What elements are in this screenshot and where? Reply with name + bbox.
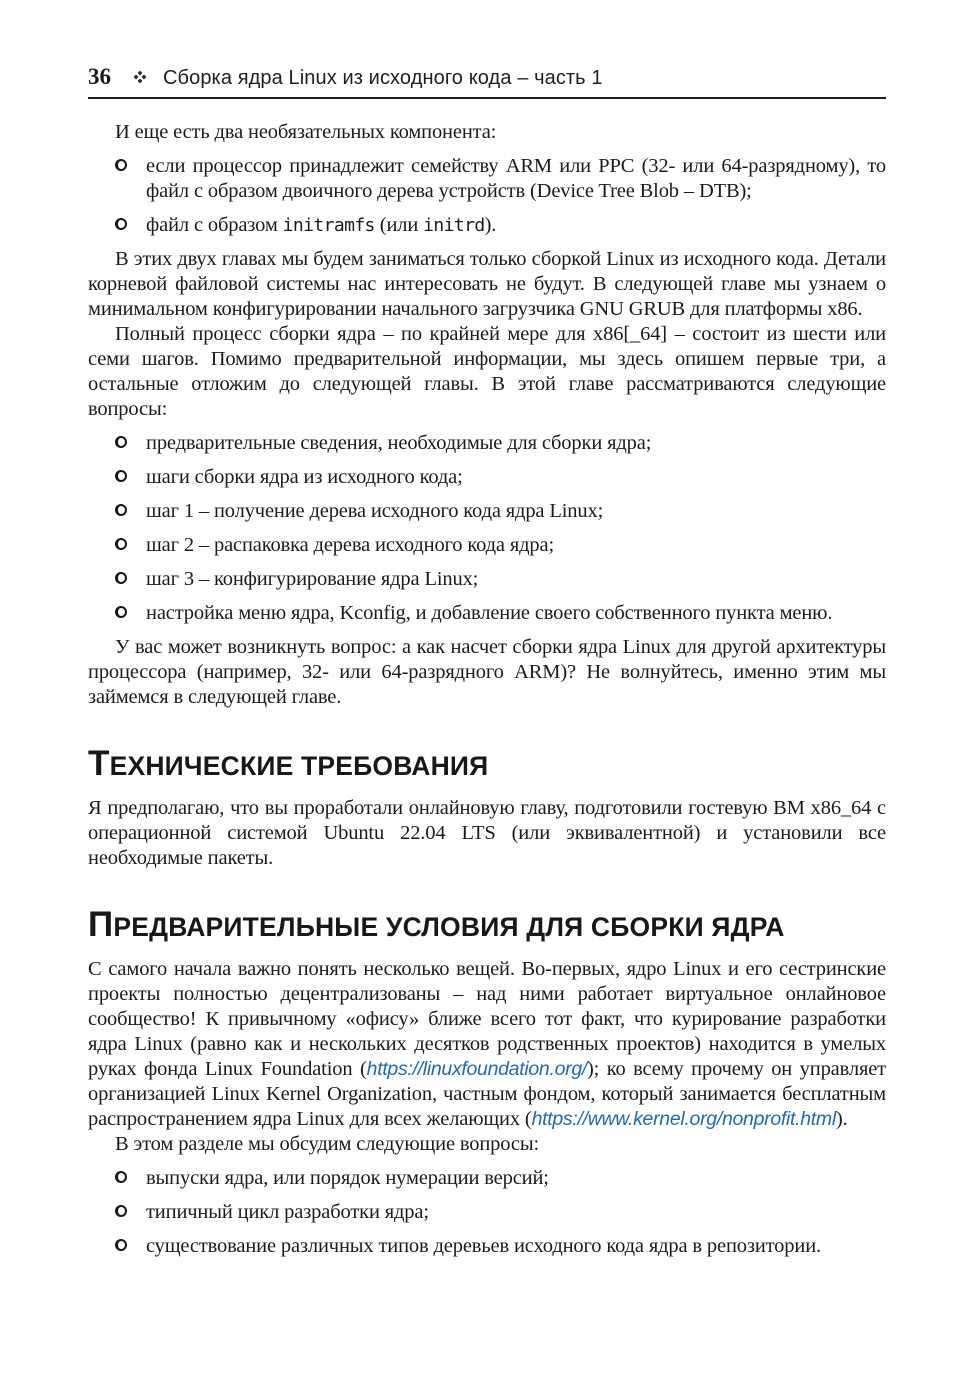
heading-rest: ЕХНИЧЕСКИЕ ТРЕБОВАНИЯ <box>109 751 489 781</box>
page-header <box>88 64 886 90</box>
inline-code: initrd <box>423 215 485 236</box>
bullet-circle-icon <box>115 1205 127 1217</box>
text-fragment: файл с образом <box>146 214 283 236</box>
list-item <box>115 431 886 456</box>
section-heading-technical-requirements <box>88 746 886 781</box>
list-item <box>115 1200 886 1225</box>
running-title: Сборка ядра Linux из исходного кода – часть 1 <box>163 67 603 89</box>
optional-components-list <box>88 154 886 238</box>
list-item <box>115 1166 886 1191</box>
header-rule <box>88 97 886 99</box>
list-item-text: шаг 2 – распаковка дерева исходного кода ядра; <box>146 534 555 556</box>
section-topics-list <box>88 1166 886 1259</box>
list-item-text: предварительные сведения, необходимые для сборки ядра; <box>146 432 652 454</box>
text-fragment: (или <box>374 214 424 236</box>
bullet-circle-icon <box>115 572 127 584</box>
paragraph-assumptions: Я предполагаю, что вы проработали онлайновую главу, подготовили гостевую ВМ x86_64 с операционной системой Ubuntu 22.04 LTS (или эквивалентной) и установили все необходимые пакеты. <box>88 797 886 869</box>
list-item <box>115 1234 886 1259</box>
list-item <box>115 601 886 626</box>
list-item <box>115 213 886 238</box>
paragraph-section-topics: В этом разделе мы обсудим следующие вопросы: <box>115 1133 540 1155</box>
four-diamond-ornament-icon <box>133 70 147 84</box>
list-item-text: настройка меню ядра, Kconfig, и добавление своего собственного пункта меню. <box>146 602 833 624</box>
list-item-text <box>146 213 886 238</box>
list-item <box>115 465 886 490</box>
list-item <box>115 567 886 592</box>
linuxfoundation-link[interactable]: https://linuxfoundation.org/ <box>366 1058 587 1080</box>
paragraph-intro: И еще есть два необязательных компонента: <box>115 121 497 143</box>
bullet-circle-icon <box>115 470 127 482</box>
heading-initial: П <box>88 905 114 944</box>
heading-initial: Т <box>88 744 110 783</box>
paragraph-two-chapters: В этих двух главах мы будем заниматься только сборкой Linux из исходного кода. Детали корневой файловой системы нас интересовать не будут. В следующей главе мы узнаем о минимальном конфигурировании начального загрузчика GNU GRUB для платформы x86. <box>88 248 886 320</box>
bullet-circle-icon <box>115 606 127 618</box>
paragraph-linux-foundation <box>88 957 886 1132</box>
section-heading-kernel-build-prerequisites <box>88 907 886 942</box>
bullet-circle-icon <box>115 538 127 550</box>
page-number: 36 <box>88 64 111 89</box>
text-fragment: ). <box>835 1108 848 1130</box>
heading-rest: РЕДВАРИТЕЛЬНЫЕ УСЛОВИЯ ДЛЯ СБОРКИ ЯДРА <box>113 912 785 942</box>
list-item-text: шаги сборки ядра из исходного кода; <box>146 466 463 488</box>
inline-code: initramfs <box>282 215 375 236</box>
bullet-circle-icon <box>115 218 127 230</box>
bullet-circle-icon <box>115 504 127 516</box>
list-item <box>115 499 886 524</box>
text-fragment: С самого начала важно понять несколько вещей. Во-первых, ядро Linux и его сестринские проекты полностью децентрализованы – над ними работает виртуальное онлайновое сообщество! К привычному «офису» ближе всего тот факт, что курирование разработки ядра Linux (равно как и нескольких десятков родственных проектов) находится в умелых руках фонда Linux Foundation ( <box>88 958 886 1080</box>
paragraph-full-process: Полный процесс сборки ядра – по крайней мере для x86[_64] – состоит из шести или семи шагов. Помимо предварительной информации, мы здесь опишем первые три, а остальные отложим до следующей главы. В этой главе рассматриваются следующие вопросы: <box>88 323 886 420</box>
bullet-circle-icon <box>115 436 127 448</box>
list-item-text: шаг 1 – получение дерева исходного кода ядра Linux; <box>146 500 604 522</box>
list-item <box>115 154 886 204</box>
list-item-text: существование различных типов деревьев исходного кода ядра в репозитории. <box>146 1235 821 1257</box>
list-item-text: выпуски ядра, или порядок нумерации версий; <box>146 1167 549 1189</box>
list-item-text: шаг 3 – конфигурирование ядра Linux; <box>146 568 479 590</box>
chapter-topics-list <box>88 431 886 626</box>
list-item <box>115 533 886 558</box>
text-fragment: ); ко всему прочему он управляет организацией Linux Kernel Organization, частным фондом, который занимается бесплатным распространением ядра Linux для всех желающих ( <box>88 1058 886 1130</box>
kernel-org-nonprofit-link[interactable]: https://www.kernel.org/nonprofit.html <box>531 1108 836 1130</box>
list-item-text: если процессор принадлежит семейству ARM или PPC (32- или 64-разрядному), то файл с образом двоичного дерева устройств (Device Tree Blob – DTB); <box>146 155 886 202</box>
list-item-text: типичный цикл разработки ядра; <box>146 1201 429 1223</box>
text-fragment: ). <box>484 214 497 236</box>
paragraph-question: У вас может возникнуть вопрос: а как насчет сборки ядра Linux для другой архитектуры процессора (например, 32- или 64-разрядного ARM)? Не волнуйтесь, именно этим мы займемся в следующей главе. <box>88 636 886 708</box>
bullet-circle-icon <box>115 159 127 171</box>
bullet-circle-icon <box>115 1239 127 1251</box>
bullet-circle-icon <box>115 1171 127 1183</box>
